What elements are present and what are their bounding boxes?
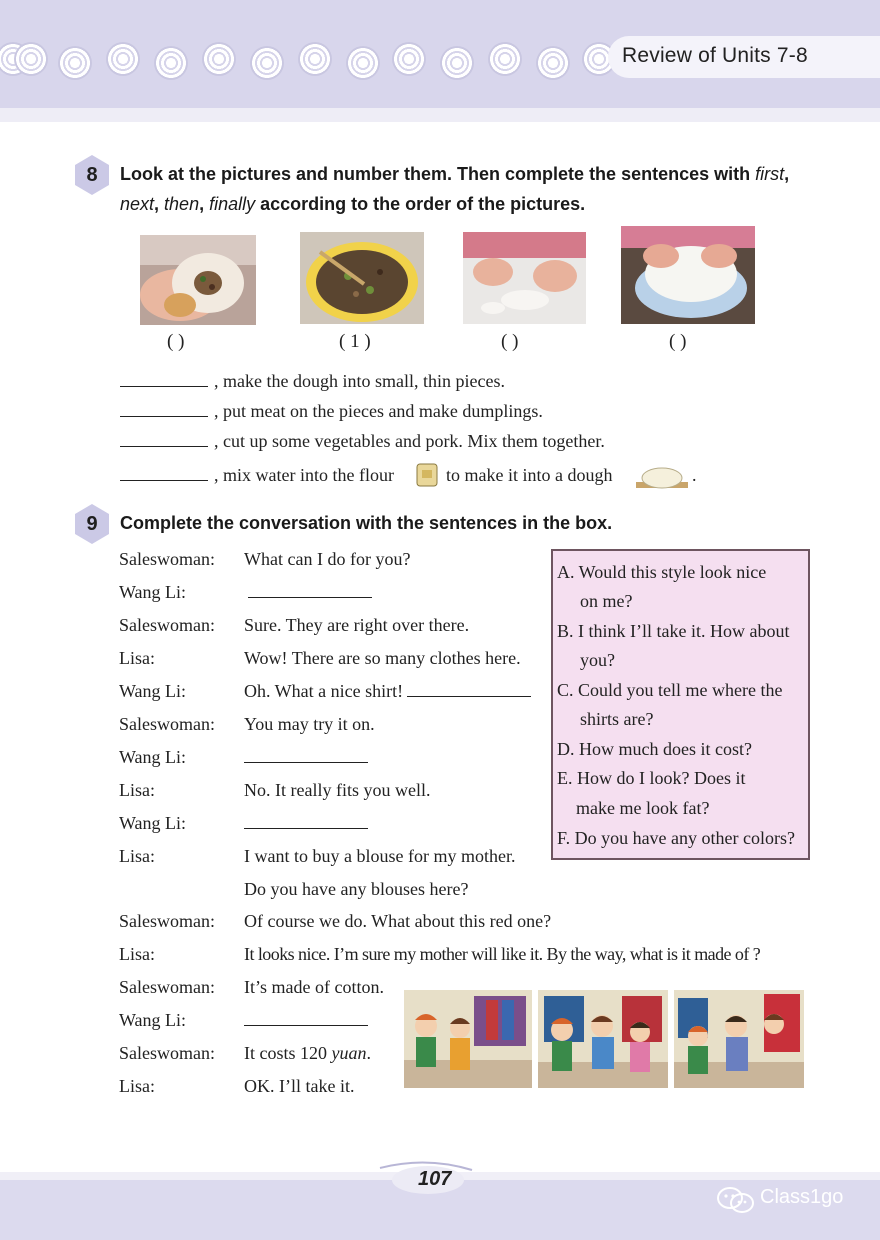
answer-blank[interactable] <box>248 584 372 598</box>
picture-2-number: ( 1 ) <box>339 331 371 352</box>
picture-1-number: ( ) <box>167 331 185 352</box>
dialogue-line <box>244 1010 368 1031</box>
sentence-4-period: . <box>692 465 697 485</box>
dialogue-line: Of course we do. What about this red one? <box>244 911 552 931</box>
section-9-instruction: Complete the conversation with the sentences in the box. <box>120 513 613 533</box>
word-finally: finally <box>209 194 256 214</box>
answer-blank[interactable] <box>120 403 208 417</box>
option-c: C. Could you tell me where the <box>557 680 783 700</box>
dialogue-line: Sure. They are right over there. <box>244 615 470 635</box>
option-f: F. Do you have any other colors? <box>557 828 795 848</box>
dialogue-line: I want to buy a blouse for my mother. <box>244 846 516 866</box>
speaker-label: Wang Li: <box>119 813 187 833</box>
dialogue-line <box>244 747 368 768</box>
header-divider <box>0 108 880 122</box>
watermark: Class1go <box>760 1186 844 1208</box>
dialogue-line: No. It really fits you well. <box>244 780 431 800</box>
option-a: A. Would this style look nice <box>557 562 767 582</box>
speaker-label: Saleswoman: <box>119 549 215 569</box>
dialogue-line: What can I do for you? <box>244 549 411 569</box>
section-9-badge <box>74 503 110 545</box>
flour-bag-icon <box>414 460 440 493</box>
option-d: D. How much does it cost? <box>557 739 752 759</box>
section-9-number: 9 <box>86 513 98 535</box>
dialogue-line: You may try it on. <box>244 714 375 734</box>
option-b: B. I think I’ll take it. How about <box>557 621 790 641</box>
speaker-label: Wang Li: <box>119 747 187 767</box>
speaker-label: Saleswoman: <box>119 1043 215 1063</box>
sentence-1: , make the dough into small, thin pieces. <box>120 371 505 392</box>
option-a-cont: on me? <box>580 591 633 611</box>
answer-blank[interactable] <box>120 373 208 387</box>
unit-title: Review of Units 7-8 <box>622 44 808 67</box>
word-then: then <box>164 194 200 214</box>
option-b-cont: you? <box>580 650 615 670</box>
section-8-badge <box>74 154 110 196</box>
option-e-cont: make me look fat? <box>576 798 710 818</box>
speaker-label: Lisa: <box>119 648 155 668</box>
vegetable-pork-filling-photo <box>300 232 424 324</box>
dialogue-line: It looks nice. I’m sure my mother will like it. By the way, what is it made of ? <box>244 944 761 964</box>
dialogue-line <box>244 582 372 603</box>
clothes-shop-cartoon-1 <box>404 990 532 1088</box>
speaker-label: Lisa: <box>119 780 155 800</box>
dough-ball-icon <box>634 460 690 495</box>
dialogue-line: Oh. What a nice shirt! <box>244 681 531 702</box>
speaker-label: Saleswoman: <box>119 911 215 931</box>
speaker-label: Wang Li: <box>119 582 187 602</box>
dumpling-wrapping-photo <box>140 235 256 325</box>
speaker-label: Saleswoman: <box>119 615 215 635</box>
speaker-label: Saleswoman: <box>119 977 215 997</box>
answer-blank[interactable] <box>244 1012 368 1026</box>
speaker-label: Wang Li: <box>119 1010 187 1030</box>
wechat-icon <box>716 1186 756 1219</box>
dialogue-line: It’s made of cotton. <box>244 977 384 997</box>
answer-blank[interactable] <box>120 467 208 481</box>
dough-pieces-photo <box>463 232 586 324</box>
answer-blank[interactable] <box>244 749 368 763</box>
dialogue-line: It costs 120 yuan. <box>244 1043 371 1063</box>
word-next: next <box>120 194 155 214</box>
option-c-cont: shirts are? <box>580 709 654 729</box>
sentence-4: , mix water into the flour <box>120 465 394 486</box>
section-8-instruction-line1: Look at the pictures and number them. Then complete the sentences with first, <box>120 164 790 184</box>
speaker-label: Lisa: <box>119 846 155 866</box>
sentence-2: , put meat on the pieces and make dumplings. <box>120 401 543 422</box>
page-number: 107 <box>418 1168 452 1190</box>
clothes-shop-cartoon-2 <box>538 990 668 1088</box>
flour-dough-photo <box>621 226 755 324</box>
section-8-number: 8 <box>86 164 98 186</box>
answer-blank[interactable] <box>120 433 208 447</box>
sentence-3: , cut up some vegetables and pork. Mix them together. <box>120 431 605 452</box>
answer-blank[interactable] <box>244 815 368 829</box>
answer-blank[interactable] <box>407 683 531 697</box>
picture-4-number: ( ) <box>669 331 687 352</box>
speaker-label: Lisa: <box>119 1076 155 1096</box>
speaker-label: Lisa: <box>119 944 155 964</box>
speaker-label: Wang Li: <box>119 681 187 701</box>
section-8-instruction-line2: next, then, finally according to the order of the pictures. <box>120 194 586 214</box>
dialogue-line: Do you have any blouses here? <box>244 879 469 899</box>
sentence-4-cont: to make it into a dough <box>446 465 613 485</box>
word-first: first <box>755 164 785 184</box>
dialogue-line: Wow! There are so many clothes here. <box>244 648 521 668</box>
dialogue-line: OK. I’ll take it. <box>244 1076 355 1096</box>
picture-3-number: ( ) <box>501 331 519 352</box>
clothes-shop-cartoon-3 <box>674 990 804 1088</box>
option-e: E. How do I look? Does it <box>557 768 746 788</box>
speaker-label: Saleswoman: <box>119 714 215 734</box>
dialogue-line <box>244 813 368 834</box>
